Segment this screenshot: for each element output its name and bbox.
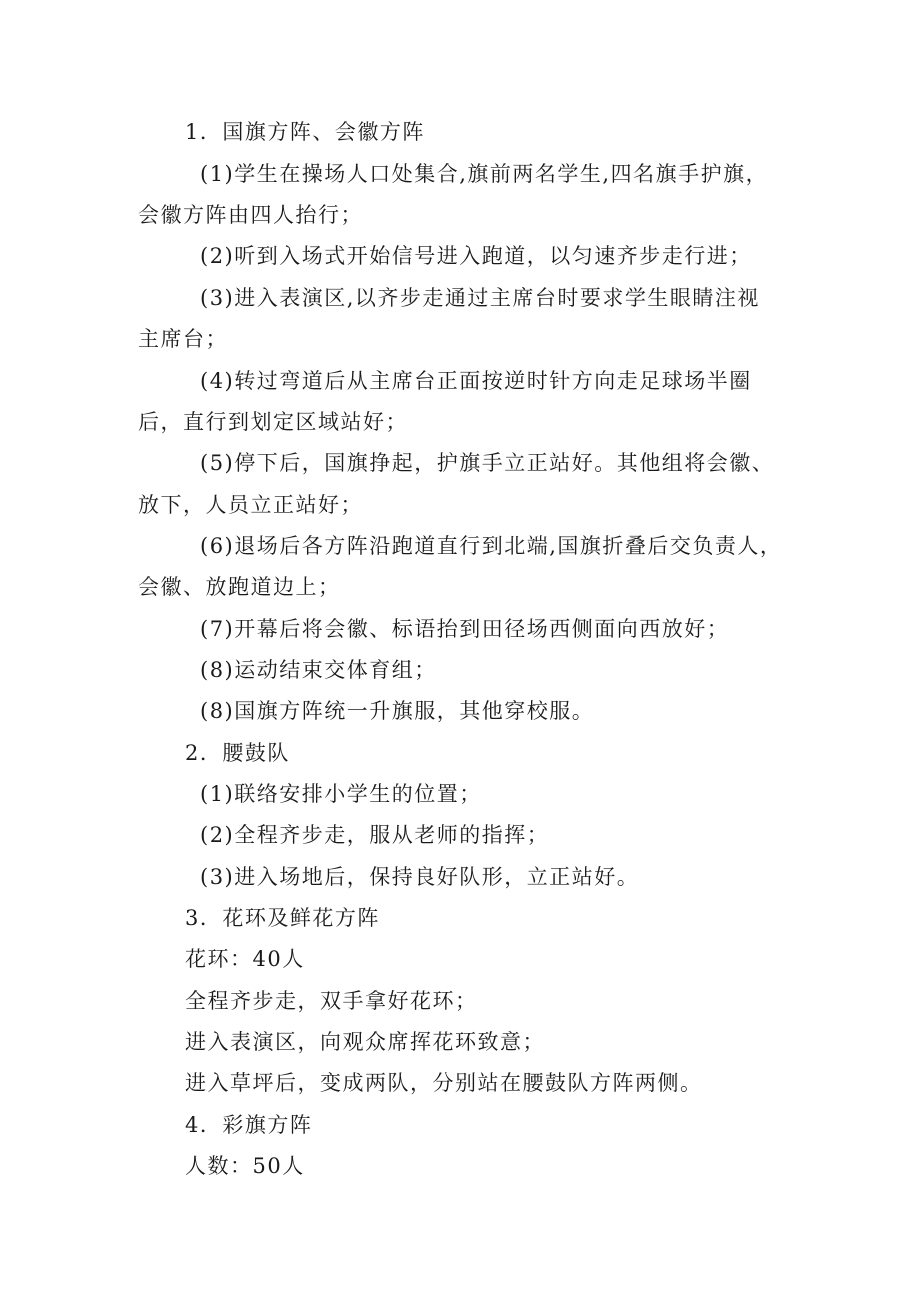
list-item: (1)学生在操场人口处集合,旗前两名学生,四名旗手护旗， [200,162,769,186]
list-item-continuation: 放下，人员立正站好； [138,493,363,517]
list-item: (7)开幕后将会徽、标语抬到田径场西侧面向西放好； [200,617,730,641]
list-item-continuation: 主席台； [138,327,228,351]
body-line: 全程齐步走，双手拿好花环； [185,989,478,1013]
list-item: (5)停下后，国旗挣起，护旗手立正站好。其他组将会徽、 [200,451,775,475]
list-item: (1)联络安排小学生的位置； [200,782,482,806]
list-item-continuation: 后，直行到划定区域站好； [138,410,408,434]
body-line: 花环：40人 [185,947,305,971]
list-item: (6)退场后各方阵沿跑道直行到北端,国旗折叠后交负责人， [200,534,783,558]
list-item-continuation: 会徽、放跑道边上； [138,575,341,599]
list-item: (3)进入场地后，保持良好队形，立正站好。 [200,865,640,889]
section-heading: 1．国旗方阵、会徽方阵 [185,120,425,144]
section-heading: 4．彩旗方阵 [185,1113,313,1137]
list-item: (2)听到入场式开始信号进入跑道，以匀速齐步走行进； [200,244,752,268]
list-item: (3)进入表演区,以齐步走通过主席台时要求学生眼睛注视 [200,286,760,310]
section-heading: 3．花环及鲜花方阵 [185,906,380,930]
list-item: (8)运动结束交体育组； [200,658,437,682]
list-item: (2)全程齐步走，服从老师的指挥； [200,823,550,847]
body-line: 进入草坪后，变成两队，分别站在腰鼓队方阵两侧。 [185,1071,703,1095]
list-item-continuation: 会徽方阵由四人抬行； [138,203,363,227]
section-heading: 2．腰鼓队 [185,741,290,765]
list-item: (4)转过弯道后从主席台正面按逆时针方向走足球场半圈 [200,369,752,393]
body-line: 人数：50人 [185,1154,305,1178]
list-item: (8)国旗方阵统一升旗服，其他穿校服。 [200,699,595,723]
body-line: 进入表演区，向观众席挥花环致意； [185,1030,545,1054]
